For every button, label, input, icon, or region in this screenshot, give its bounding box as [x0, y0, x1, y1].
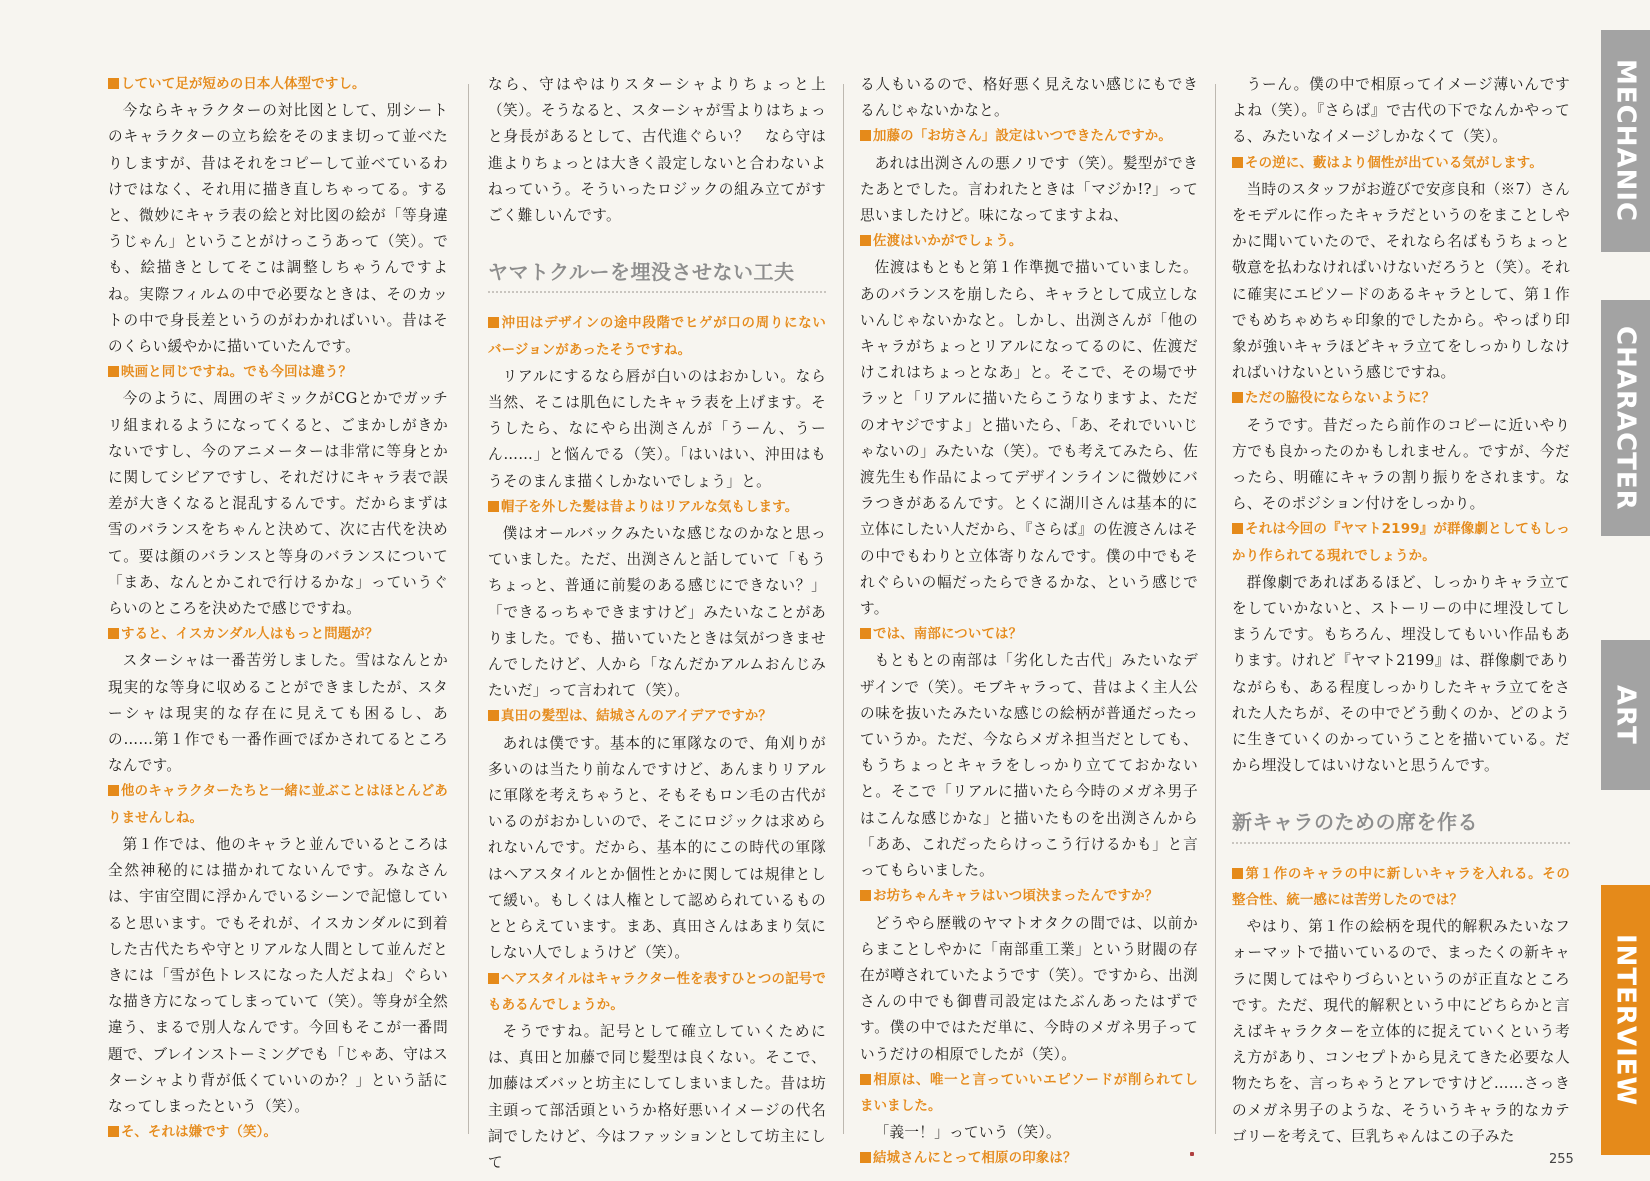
- answer-paragraph: どうやら歴戦のヤマトオタクの間では、以前からまことしやかに「南部重工業」という財閥の存在が噂されていたようです（笑）。ですから、出渕さんの中でも御曹司設定はたぶんあったはずです。僕の中ではただ単に、今時のメガネ男子っていうだけの相原でしたが（笑）。: [860, 914, 1198, 1063]
- tab-mechanic[interactable]: [1601, 30, 1650, 252]
- page-number: 255: [1549, 1152, 1574, 1167]
- interview-question: それは今回の『ヤマト2199』が群像劇としてもしっかり作られてる現れでしょうか。: [1232, 517, 1570, 569]
- answer-paragraph: あれは僕です。基本的に軍隊なので、角刈りが多いのは当たり前なんですけど、あんまりリアルに軍隊を考えちゃうと、そもそもロン毛の古代がいるのがおかしいので、そこにロジックは求められないんです。だから、基本的にこの時代の軍隊はヘアスタイルとか個性とかに関しては規律として緩い。もしくは人権として認められているものととらえています。まあ、真田さんはあまり気にしない人でしょうけど（笑）。: [488, 734, 826, 962]
- tab-art-label: ART: [1610, 685, 1641, 745]
- interview-question: すると、イスカンダル人はもっと問題が？: [108, 622, 448, 648]
- tab-interview[interactable]: [1601, 885, 1650, 1155]
- interview-question: 結城さんにとって相原の印象は？: [860, 1146, 1198, 1172]
- interview-question: ただの脇役にならないように？: [1232, 386, 1570, 412]
- tab-character[interactable]: [1601, 300, 1650, 536]
- interview-question: 第１作のキャラの中に新しいキャラを入れる。その整合性、統一感には苦労したのでは？: [1232, 862, 1570, 914]
- section-index-sidebar: [1601, 0, 1650, 1181]
- interview-question: 映画と同じですね。でも今回は違う？: [108, 360, 448, 386]
- answer-paragraph: もともとの南部は「劣化した古代」みたいなデザインで（笑）。モブキャラって、昔はよく主人公の味を抜いたみたいな感じの絵柄が普通だったっていうか。ただ、今ならメガネ担当だとしても、もうちょっとキャラをしっかり立てておかないと。そこで「リアルに描いたら今時のメガネ男子はこんな感じかな」と描いたものを出渕さんから「ああ、これだったらけっこう行けるかも」と言ってもらいました。: [860, 652, 1198, 880]
- answer-paragraph: そうです。昔だったら前作のコピーに近いやり方でも良かったのかもしれません。ですが、今だったら、明確にキャラの割り振りをされます。なら、そのポジション付けをしっかり。: [1232, 416, 1570, 513]
- column-divider: [468, 84, 469, 1134]
- interview-question: その逆に、藪はより個性が出ている気がします。: [1232, 151, 1570, 177]
- answer-paragraph: 当時のスタッフがお遊びで安彦良和（※7）さんをモデルに作ったキャラだというのをまことしやかに聞いていたので、それなら名ばもうちょっと敬意を払わなければいけないだろうと（笑）。それに確実にエピソードのあるキャラとして、第１作でもめちゃめちゃ印象的でしたから。やっぱり印象が強いキャラほどキャラ立てをしっかりしなければいけないという感じですね。: [1232, 180, 1570, 382]
- answer-paragraph: あれは出渕さんの悪ノリです（笑）。髪型ができたあとでした。言われたときは「マジか!?」って思いましたけど。味になってますよね、: [860, 154, 1198, 225]
- interview-question: 佐渡はいかがでしょう。: [860, 229, 1198, 255]
- answer-paragraph: 「義一！」っていう（笑）。: [874, 1124, 1061, 1142]
- interview-question: お坊ちゃんキャラはいつ頃決まったんですか？: [860, 884, 1198, 910]
- interview-question: 加藤の「お坊さん」設定はいつできたんですか。: [860, 124, 1198, 150]
- answer-paragraph: 今ならキャラクターの対比図として、別シートのキャラクターの立ち絵をそのまま切って並べたりしますが、昔はそれをコピーして並べているわけではなく、それ用に描き直しちゃってる。すると、微妙にキャラ表の絵と対比図の絵が「等身違うじゃん」ということがけっこうあって（笑）。でも、絵描きとしてそこは調整しちゃうんですよね。実際フィルムの中で必要なときは、そのカットの中で身長差というのがわかればいい。昔はそのくらい緩やかに描いていたんです。: [108, 102, 448, 356]
- tab-character-label: CHARACTER: [1610, 325, 1641, 511]
- column-divider: [843, 84, 844, 1134]
- tab-interview-label: INTERVIEW: [1610, 933, 1641, 1107]
- interview-question: 真田の髪型は、結城さんのアイデアですか？: [488, 704, 826, 730]
- answer-paragraph: うーん。僕の中で相原ってイメージ薄いんですよね（笑）。『さらば』で古代の下でなんかやってる、みたいなイメージしかなくて（笑）。: [1232, 76, 1570, 146]
- tab-mechanic-label: MECHANIC: [1610, 59, 1641, 223]
- answer-paragraph: 佐渡はもともと第１作準拠で描いていました。あのバランスを崩したら、キャラとして成立しないんじゃないかなと。しかし、出渕さんが「他のキャラがちょっとリアルになってるのに、佐渡だけこれはちょっとなあ」と。そこで、その場でサラッと「リアルに描いたらこうなりますよ、ただのオヤジですよ」と描いたら、「あ、それでいいじゃないの」みたいな（笑）。でも考えてみたら、佐渡先生も作品によってデザインラインに微妙にバラつきがあるんです。とくに湖川さんは基本的に立体にしたい人だから、『さらば』の佐渡さんはその中でもわりと立体寄りなんです。僕の中でもそれぐらいの幅だったらできるかな、という感じです。: [860, 259, 1198, 618]
- answer-paragraph: やはり、第１作の絵柄を現代的解釈みたいなフォーマットで描いているので、まったくの新キャラに関してはやりづらいというのが正直なところです。ただ、現代的解釈という中にどちらかと言えばキャラクターを立体的に捉えていくという考え方があり、コンセプトから見えてきた必要な人物たちを、言っちゃうとアレですけど……さっきのメガネ男子のような、そういうキャラ的なカテゴリーを考えて、巨乳ちゃんはこの子みた: [1232, 918, 1570, 1145]
- answer-paragraph: リアルにするなら唇が白いのはおかしい。なら当然、そこは肌色にしたキャラ表を上げます。そうしたら、なにやら出渕さんが「うーん、うーん……」と悩んでる（笑）。「はいはい、沖田はもうそのまんま描くしかないでしょう」と。: [488, 367, 826, 490]
- answer-paragraph: スターシャは一番苦労しました。雪はなんとか現実的な等身に収めることができましたが、スターシャは現実的な存在に見えても困るし、あの……第１作でも一番作画でぼかされてるところなんです。: [108, 652, 448, 775]
- column-divider: [1215, 84, 1216, 1134]
- interview-question: 帽子を外した髪は昔よりはリアルな気もします。: [488, 495, 826, 521]
- tab-art[interactable]: [1601, 640, 1650, 790]
- text-column-3: [860, 72, 1198, 1167]
- text-column-2: [488, 72, 826, 1171]
- text-column-4: [1232, 72, 1570, 1145]
- interview-question: では、南部については？: [860, 622, 1198, 648]
- interview-question: そ、それは嫌です（笑）。: [108, 1120, 448, 1146]
- answer-paragraph: そうですね。記号として確立していくためには、真田と加藤で同じ髪型は良くない。そこで、加藤はズバッと坊主にしてしまいました。昔は坊主頭って部活頭というか格好悪いイメージの代名詞でしたけど、今はファッションとして坊主にして: [488, 1022, 826, 1171]
- interview-question: していて足が短めの日本人体型ですし。: [108, 72, 448, 98]
- interview-question: ヘアスタイルはキャラクター性を表すひとつの記号でもあるんでしょうか。: [488, 967, 826, 1019]
- interview-question: 沖田はデザインの途中段階でヒゲが口の周りにないバージョンがあったそうですね。: [488, 311, 826, 363]
- interview-question: 他のキャラクターたちと一緒に並ぶことはほとんどありませんしね。: [108, 779, 448, 831]
- section-heading: ヤマトクルーを埋没させない工夫: [488, 259, 826, 293]
- answer-paragraph-continued: なら、守はやはりスターシャよりちょっと上（笑）。そうなると、スターシャが雪よりはちょっと身長があるとして、古代進ぐらい？ なら守は進よりちょっとは大きく設定しないと合わないよねっていう。そういったロジックの組み立てがすごく難しいんです。: [488, 76, 826, 225]
- answer-paragraph: 第１作では、他のキャラと並んでいるところは全然神秘的には描かれてないんです。みなさんは、宇宙空間に浮かんでいるシーンで記憶していると思います。でもそれが、イスカンダルに到着した古代たちや守とリアルな人間として並んだときには「雪が色トレスになった人だよね」ぐらいな描き方になってしまっていて（笑）。等身が全然違う、まるで別人なんです。今回もそこが一番問題で、ブレインストーミングでも「じゃあ、守はスターシャより背が低くていいのか？」という話になってしまったという（笑）。: [108, 835, 448, 1115]
- answer-paragraph: 僕はオールバックみたいな感じなのかなと思っていました。ただ、出渕さんと話していて「もうちょっと、普通に前髪のある感じにできない？」「できるっちゃできますけど」みたいなことがありました。でも、描いていたときは気がつきませんでしたけど、人から「なんだかアルムおんじみたいだ」って言われて（笑）。: [488, 525, 826, 700]
- text-column-1: [108, 72, 448, 1142]
- answer-paragraph: 群像劇であればあるほど、しっかりキャラ立てをしていかないと、ストーリーの中に埋没してしまうんです。もちろん、埋没してもいい作品もあります。けれど『ヤマト2199』は、群像劇でありながらも、ある程度しっかりしたキャラ立てをされた人たちが、その中でどう動くのか、どのように生きていくのかっていうことを描いている。だから埋没してはいけないと思うんです。: [1232, 573, 1570, 775]
- interview-question: 相原は、唯一と言っていいエピソードが削られてしまいました。: [860, 1068, 1198, 1120]
- answer-paragraph: 今のように、周囲のギミックがCGとかでガッチリ組まれるようになってくると、ごまかしがきかないですし、今のアニメーターは非常に等身とかに関してシビアですし、それだけにキャラ表で誤差が大きくなると混乱するんです。だからまずは雪のバランスをちゃんと決めて、次に古代を決めて。要は顔のバランスと等身のバランスについて「まあ、なんとかこれで行けるかな」っていうぐらいのところを決めたで感じですね。: [108, 390, 448, 618]
- answer-paragraph-continued: る人もいるので、格好悪く見えない感じにもできるんじゃないかなと。: [860, 76, 1198, 120]
- section-heading: 新キャラのための席を作る: [1232, 809, 1570, 843]
- print-speck: [1190, 1152, 1194, 1156]
